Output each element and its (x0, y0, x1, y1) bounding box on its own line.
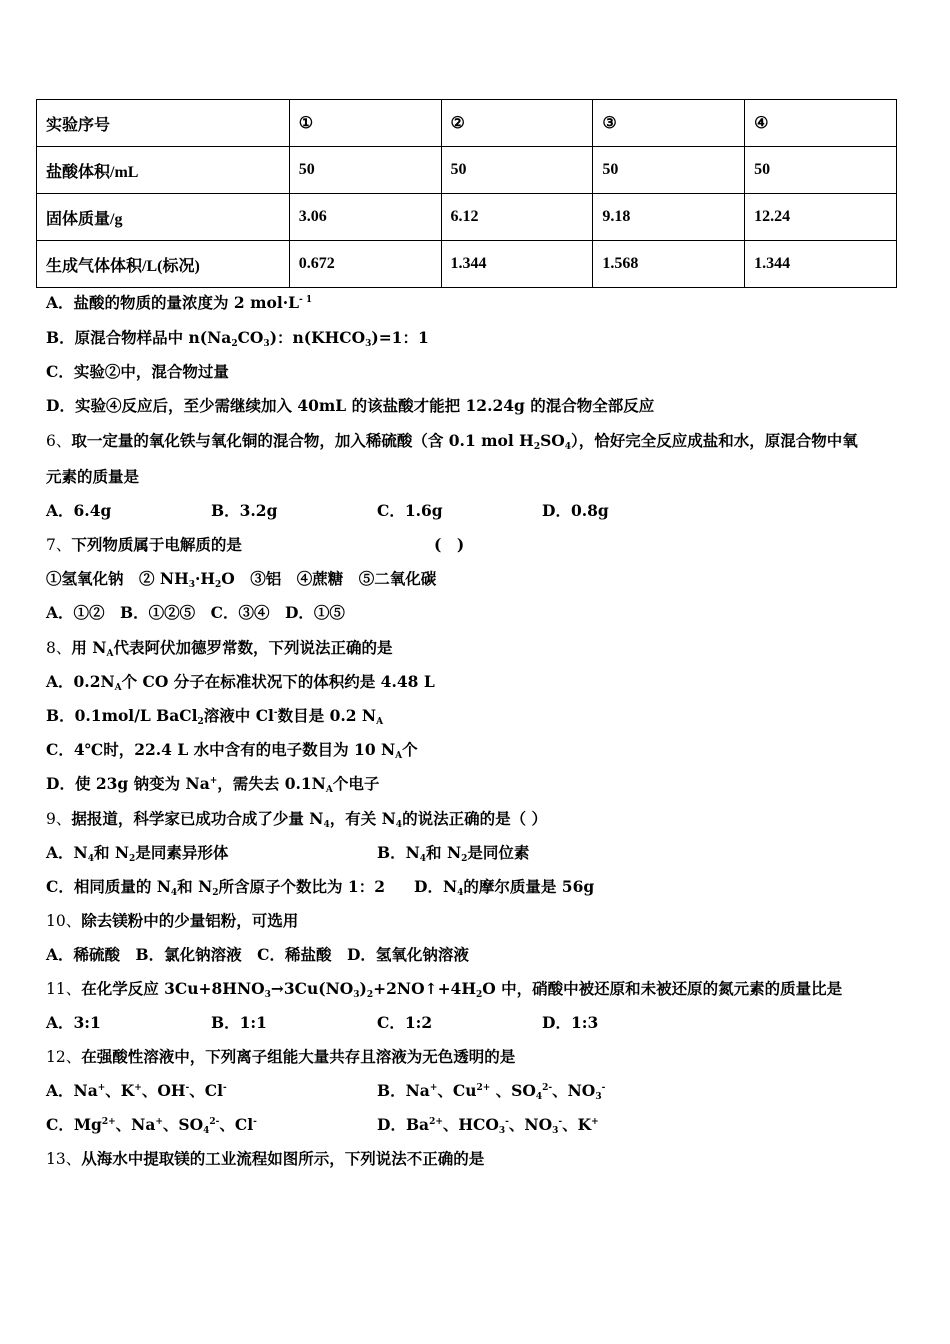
q11-option-b: B．1:1 (211, 1013, 267, 1032)
table-cell: 盐酸体积/mL (37, 147, 290, 194)
table-cell: 实验序号 (37, 100, 290, 147)
q12-options-cd (46, 1115, 599, 1136)
table-cell: ④ (745, 100, 897, 147)
q12-option-b: B．Na+、$Cu^{2+}$ 、$SO_4^{2-}$、$NO_3^-$ (377, 1081, 606, 1102)
q12-options-ab (46, 1081, 606, 1102)
q11-option-d: D．1:3 (542, 1013, 599, 1032)
q6-option-d: D．0.8g (542, 501, 609, 520)
table-cell: ① (289, 100, 441, 147)
q9-option-c: C．相同质量的 $N_4$和 $N_2$所含原子个数比为 1：2 (46, 877, 385, 898)
q12-stem: 12、在强酸性溶液中，下列离子组能大量共存且溶液为无色透明的是 (46, 1047, 516, 1066)
q6-option-c: C．1.6g (377, 501, 443, 520)
q5-option-b: B．原混合物样品中 $n(Na_2CO_3)$：$n(KHCO_3)=1$：1 (46, 328, 429, 349)
table-row (37, 147, 897, 194)
q8-option-c: C．4℃时，22.4 L 水中含有的电子数目为 10 $N_A$个 (46, 740, 418, 761)
q7-stem: 7、下列物质属于电解质的是 ( ) (46, 535, 465, 554)
q11-option-c: C．1:2 (377, 1013, 433, 1032)
q6-stem: 6、取一定量的氧化铁与氧化铜的混合物，加入稀硫酸（含 0.1 mol $H_2SO_4$），恰好完全反应成盐和水，原混合物中氧 (46, 431, 858, 452)
q12-option-c: C．$Mg^{2+}$、Na+、$SO_4^{2-}$、Cl- (46, 1115, 257, 1136)
experiment-table (36, 99, 897, 288)
q6-option-b: B．3.2g (211, 501, 278, 520)
q5-option-d: D．实验④反应后，至少需继续加入 40mL 的该盐酸才能把 12.24g 的混合物全部反应 (46, 396, 655, 415)
q8-option-a: A．$0.2N_A$个 CO 分子在标准状况下的体积约是 4.48 L (46, 672, 435, 693)
q5-option-a: A．盐酸的物质的量浓度为 2 $mol\cdot L^{- 1}$ (46, 293, 313, 312)
table-cell: 12.24 (745, 194, 897, 241)
q9-option-a: A．$N_4$和 $N_2$是同素异形体 (46, 843, 229, 864)
q9-options-cd (46, 877, 595, 898)
table-cell: 50 (593, 147, 745, 194)
q9-stem: 9、据报道，科学家已成功合成了少量 $N_4$，有关 $N_4$的说法正确的是（ ） (46, 809, 547, 830)
q12-option-d: D．$Ba^{2+}$、$HCO_3^-$、$NO_3^-$、K+ (377, 1115, 599, 1136)
q13-stem: 13、从海水中提取镁的工业流程如图所示，下列说法不正确的是 (46, 1149, 485, 1168)
table-cell: ③ (593, 100, 745, 147)
table-cell: ② (441, 100, 593, 147)
table-header-row (37, 100, 897, 147)
q6-stem-line2: 元素的质量是 (46, 467, 140, 486)
q9-options-ab (46, 843, 530, 864)
table-cell: 1.344 (441, 241, 593, 288)
q8-option-d: D．使 23g 钠变为 Na+，需失去 $0.1N_A$个电子 (46, 774, 380, 795)
q7-options: A．①② B．①②⑤ C．③④ D．①⑤ (46, 603, 345, 622)
table-cell: 1.344 (745, 241, 897, 288)
q9-option-d: D．$N_4$的摩尔质量是 56g (414, 877, 595, 898)
table-row (37, 194, 897, 241)
table-cell: 50 (289, 147, 441, 194)
q11-option-a: A．3:1 (46, 1013, 101, 1032)
q6-option-a: A．6.4g (46, 501, 112, 520)
q7-items: ①氢氧化钠 ② $NH_3\cdot H_2O$ ③铝 ④蔗糖 ⑤二氧化碳 (46, 569, 437, 590)
table-cell: 50 (441, 147, 593, 194)
q5-option-c: C．实验②中，混合物过量 (46, 362, 229, 381)
q10-stem: 10、除去镁粉中的少量铝粉，可选用 (46, 911, 299, 930)
q12-option-a: A．Na+、K+、OH-、Cl- (46, 1081, 227, 1100)
table-cell: 1.568 (593, 241, 745, 288)
table-cell: 50 (745, 147, 897, 194)
table-cell: 6.12 (441, 194, 593, 241)
table-cell: 固体质量/g (37, 194, 290, 241)
q8-option-b: B．0.1mol/L BaCl$_2$溶液中 Cl-数目是 0.2 $N_A$ (46, 706, 384, 727)
table-cell: 3.06 (289, 194, 441, 241)
q11-stem: 11、在化学反应 $3Cu+8HNO_3\to 3Cu(NO_3)_2+2NO↑+4H_2O$ 中，硝酸中被还原和未被还原的氮元素的质量比是 (46, 979, 843, 1000)
q10-options: A．稀硫酸 B．氯化钠溶液 C．稀盐酸 D．氢氧化钠溶液 (46, 945, 469, 964)
table-cell: 生成气体体积/L(标况) (37, 241, 290, 288)
q8-stem: 8、用 $N_A$代表阿伏加德罗常数，下列说法正确的是 (46, 638, 393, 659)
table-row (37, 241, 897, 288)
q9-option-b: B．$N_4$和 $N_2$是同位素 (377, 843, 530, 864)
table-cell: 9.18 (593, 194, 745, 241)
table-cell: 0.672 (289, 241, 441, 288)
